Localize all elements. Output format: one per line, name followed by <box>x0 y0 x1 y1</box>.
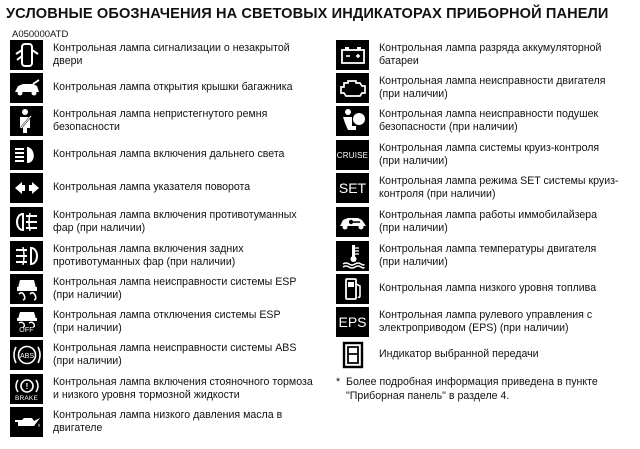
item-text-line1: Контрольная лампа неисправности системы ABS <box>53 341 297 354</box>
coolant-temp-icon <box>336 241 369 271</box>
abs-icon <box>10 340 43 370</box>
item-text-line1: Контрольная лампа температуры двигателя <box>379 242 597 255</box>
item-text-line1: Контрольная лампа неисправности двигателя <box>379 74 606 87</box>
page-title: УСЛОВНЫЕ ОБОЗНАЧЕНИЯ НА СВЕТОВЫХ ИНДИКАТОРАХ ПРИБОРНОЙ ПАНЕЛИ <box>6 6 609 22</box>
list-item <box>336 173 619 203</box>
eps-icon <box>336 307 369 337</box>
esp-off-icon <box>10 307 43 337</box>
item-text-line1: Контрольная лампа включения стояночного тормоза <box>53 375 313 388</box>
list-item <box>336 340 539 370</box>
list-item <box>10 40 290 70</box>
item-text-line1: Контрольная лампа рулевого управления с <box>379 308 593 321</box>
item-text-line2: и низкого уровня тормозной жидкости <box>53 389 240 401</box>
esp-off-label: OFF <box>19 327 34 334</box>
item-text-line2: (при наличии) <box>379 88 448 100</box>
document-code: A050000ATD <box>12 29 69 40</box>
item-text-line2: батареи <box>379 55 419 67</box>
item-text-line1: Контрольная лампа низкого уровня топлива <box>379 282 597 295</box>
list-item <box>336 106 598 136</box>
trunk-open-icon <box>10 73 43 103</box>
item-text-line1: Индикатор выбранной передачи <box>379 348 539 361</box>
item-text-line1: Контрольная лампа включения противотуманных <box>53 208 297 221</box>
footnote <box>336 376 598 403</box>
footnote-line1: Более подробная информация приведена в пункте <box>346 376 598 388</box>
item-text-line1: Контрольная лампа указателя поворота <box>53 181 251 194</box>
set-icon <box>336 173 369 203</box>
item-text-line2: (при наличии) <box>53 289 122 301</box>
item-text-line1: Контрольная лампа разряда аккумуляторной <box>379 41 602 54</box>
list-item <box>10 106 267 136</box>
item-text-line2: безопасности <box>53 121 120 133</box>
footnote-line2: "Приборная панель" в разделе 4. <box>346 389 510 402</box>
item-text-line1: Контрольная лампа непристегнутого ремня <box>53 107 268 120</box>
eps-label: EPS <box>338 314 367 330</box>
svg-text:!: ! <box>25 381 28 391</box>
rear-fog-icon <box>10 241 43 271</box>
item-text-line2: (при наличии) <box>379 256 448 268</box>
brake-icon <box>10 374 43 404</box>
item-text-line2: двигателе <box>53 422 103 434</box>
item-text-line1: Контрольная лампа открытия крышки багажника <box>53 81 293 94</box>
list-item <box>10 73 292 103</box>
list-item <box>336 307 592 337</box>
item-text-line1: Контрольная лампа отключения системы ESP <box>53 308 281 321</box>
list-item <box>336 207 597 237</box>
list-item <box>10 340 296 370</box>
list-item <box>10 274 296 304</box>
list-item <box>10 207 297 237</box>
item-text-line1: Контрольная лампа неисправности подушек <box>379 107 599 120</box>
oil-pressure-icon <box>10 407 43 437</box>
front-fog-icon <box>10 207 43 237</box>
battery-icon <box>336 40 369 70</box>
item-text-line2: фар (при наличии) <box>53 222 146 234</box>
turn-signal-icon <box>10 173 43 203</box>
list-item <box>336 140 599 170</box>
footnote-star: * <box>336 376 341 388</box>
seat-belt-icon <box>10 106 43 136</box>
item-text-line1: Контрольная лампа включения задних <box>53 242 244 255</box>
list-item <box>336 241 596 271</box>
item-text-line1: Контрольная лампа системы круиз-контроля <box>379 141 600 154</box>
item-text-line1: Контрольная лампа сигнализации о незакрытой <box>53 41 290 54</box>
immobilizer-icon <box>336 207 369 237</box>
item-text-line2: электроприводом (EPS) (при наличии) <box>379 322 569 334</box>
item-text-line1: Контрольная лампа работы иммобилайзера <box>379 208 598 221</box>
gear-indicator-icon <box>336 340 369 370</box>
item-text-line2: безопасности (при наличии) <box>379 121 518 133</box>
esp-icon <box>10 274 43 304</box>
airbag-icon <box>336 106 369 136</box>
cruise-label: CRUISE <box>336 150 369 160</box>
list-item <box>10 241 244 271</box>
list-item <box>336 274 596 304</box>
item-text-line1: Контрольная лампа включения дальнего света <box>53 148 285 161</box>
list-item <box>10 173 250 203</box>
item-text-line2: (при наличии) <box>53 355 122 367</box>
list-item <box>10 374 313 404</box>
list-item <box>336 73 605 103</box>
item-text-line1: Контрольная лампа режима SET системы круиз- <box>379 174 619 187</box>
item-text-line1: Контрольная лампа низкого давления масла в <box>53 408 283 421</box>
list-item <box>336 40 601 70</box>
high-beam-icon <box>10 140 43 170</box>
item-text-line2: контроля (при наличии) <box>379 188 496 200</box>
item-text-line2: (при наличии) <box>379 222 448 234</box>
item-text-line1: Контрольная лампа неисправности системы ESP <box>53 275 297 288</box>
set-label: SET <box>338 180 367 196</box>
item-text-line2: противотуманных фар (при наличии) <box>53 256 236 268</box>
door-open-icon <box>10 40 43 70</box>
abs-label: ABS <box>19 353 34 360</box>
list-item <box>10 307 281 337</box>
list-item <box>10 140 284 170</box>
item-text-line2: (при наличии) <box>53 322 122 334</box>
item-text-line2: (при наличии) <box>379 155 448 167</box>
brake-label: BRAKE <box>14 394 39 402</box>
list-item <box>10 407 282 437</box>
check-engine-icon <box>336 73 369 103</box>
cruise-icon <box>336 140 369 170</box>
fuel-icon <box>336 274 369 304</box>
item-text-line2: двери <box>53 55 83 67</box>
